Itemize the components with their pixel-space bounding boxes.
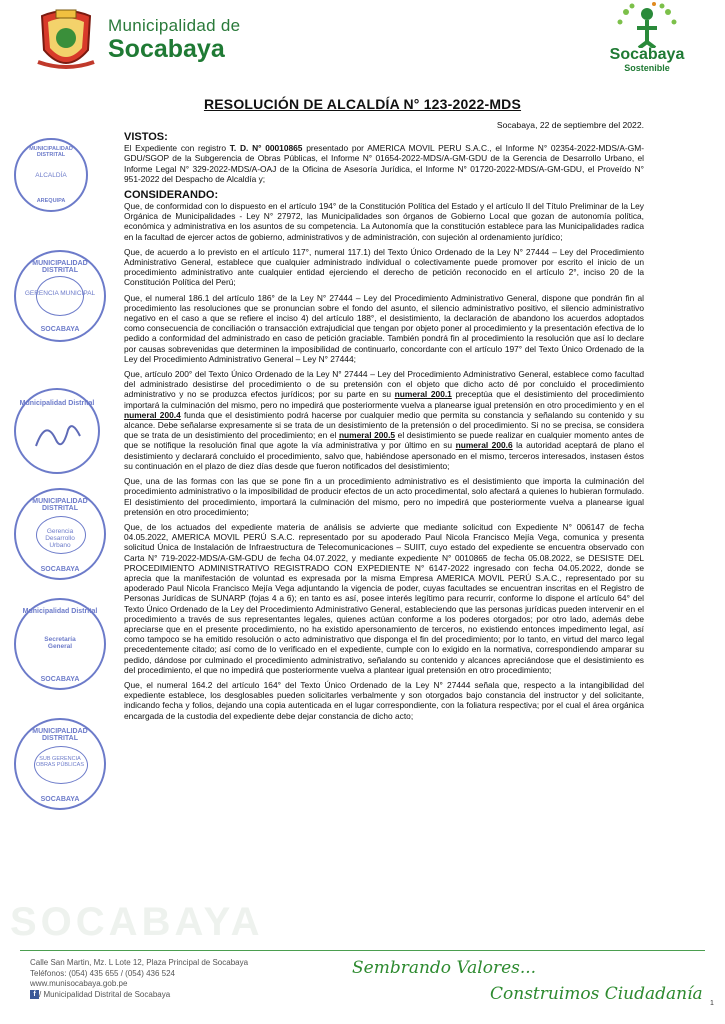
numeral-ref: numeral 200.5 [338, 430, 396, 441]
seal-gerencia-desarrollo [14, 488, 106, 580]
seal-subgerencia-obras [14, 718, 106, 810]
seal-gerencia-municipal [14, 250, 106, 342]
footer-slogan-1: Sembrando Valores... [352, 958, 537, 978]
tree-figure-icon [592, 2, 702, 48]
vistos-heading: VISTOS: [124, 131, 168, 144]
numeral-ref: numeral 200.1 [394, 389, 452, 400]
seal-text-bottom: SOCABAYA [40, 326, 80, 333]
considerando-paragraph-1: Que, de conformidad con lo dispuesto en el artículo 194° de la Constitución Política del Estado y el artículo II del Título Preliminar de la Ley Orgánica de Municipalidades - Ley N° 27972, las Municipalidades son órganos de Gobierno Local que gozan de autonomía política, económica y administrativa en los asuntos de su competencia. La Autonomía que la constitución establece para las Municipalidades radica en la facultad de ejercer actos de gobierno, administrativos y de administración, con sujeción al ordenamiento jurídico; [124, 201, 644, 242]
footer-web-link[interactable]: www.munisocabaya.gob.pe [30, 979, 128, 988]
considerando-paragraph-6: Que, de los actuados del expediente materia de análisis se advierte que mediante solicitud con Expediente N° 006147 de fecha 04.05.2022, AMERICA MOVIL PERÚ S.A.C. representado por su apoderado Paul Nicola Francisco Mejía Vega, comunica y presenta solicitud Única de Instalación de Infraestructura de Telecomunicaciones – SUIIT, cuyo estado del expediente se encuentra observado con Carta N° 719-2022-MDS/A-GM-GDU de fecha 04.07.2022, y mediante expediente N° 0010865 de fecha 05.08.2022, se DESISTE DEL PROCEDIMIENTO ADMINISTRATIVO REGISTRADO CON EXPEDIENTE N° 6147-2022 ingresado con fecha 04.05.2022, donde se aprecia que la manifestación de voluntad es expresada por la misma Empresa AMERICA MOVIL PERÚ S.A.C., representado por su apoderado Paul Nicola Francisco Mejía Vega adjuntando la vigencia de poder, cuyas facultades se encuentran inscritas en el Registro de Personas Jurídicas de SUNARP (fojas 4 a 6); en tanto es así, posee interés legítimo para recurrir, conforme lo dispone el artículo 64° del Texto Único Ordenado de la Ley del Procedimiento Administrativo General, estableciendo que las personas jurídicas pueden intervenir en el procedimiento a través de sus representantes legales, quienes actúan conforme a los poderes otorgados; por otro lado, además debe apreciarse que en el presente procedimiento, no ha existido apersonamiento de terceros, no existiendo entonces impedimento legal, así como tampoco se ha emitido resolución o acto administrativo que disponga el fin del procedimiento; por lo tanto, en virtud del marco legal precedentemente citado; así como de lo verificado en el expediente, cumple con lo exigido en la normativa, correspondiendo amparar su pedido, dándose por culminado el procedimiento administrativo, señalando su contenido y alcances apreciándose que el desistimiento es del procedimiento, el que no impedirá que posteriormente vuelva a plantear igual pretensión en otro procedimiento; [124, 521, 644, 675]
municipality-line2: Socabaya [108, 35, 225, 63]
seal-text-top: MUNICIPALIDAD DISTRITAL [29, 146, 73, 158]
signature-icon [28, 416, 88, 456]
considerando-heading: CONSIDERANDO: [124, 189, 219, 202]
seal-text-bottom: AREQUIPA [36, 198, 66, 204]
seal-municipalidad [14, 388, 100, 474]
text-run: la autoridad aceptará de plano el desistimiento y declarará concluido el procedimiento, salvo que, habiéndose apersonado en el mismo, terceros interesados, instasen éstos su continuación en el plazo de diez días desde que fueron notificados del desistimiento; [124, 440, 644, 471]
brand-line1: Socabaya [609, 46, 685, 63]
footer-contact [30, 958, 248, 1000]
seal-text-top: MUNICIPALIDAD DISTRITAL [32, 260, 88, 274]
seal-text-mid: SUB GERENCIA OBRAS PÚBLICAS [36, 756, 84, 768]
footer-slogan-2: Construimos Ciudadanía [490, 984, 703, 1004]
text-run: Que, artículo 200° del Texto Único Ordenado de la Ley N° 27444 – Ley del Procedimiento Administrativo General, establece como facultad del administrado desistirse del procedimiento o de su pretensión con el objeto que dicho acto dé por concluido el procedimiento administrativo y no se produzca efectos jurídicos; por su parte en su [124, 369, 644, 400]
text-run: el desistimiento se puede realizar en cualquier momento antes de que se notifique la resolución final que agote la vía administrativa y por último en su [124, 430, 644, 451]
considerando-paragraph-2: Que, de acuerdo a lo previsto en el artículo 117°, numeral 117.1) del Texto Único Ordenado de la Ley N° 27444 – Ley del Procedimiento Administrativo General, establece que cualquier administrado individual o colectivamente puede promover por escrito el inicio de un procedimiento administrativo ante cualquier entidad ejerciendo el derecho de petición reconocido en el artículo 2°, inciso 20 de la Constitución Política del Perú; [124, 246, 644, 288]
document-body [124, 116, 644, 726]
seal-text-mid: Secretaría General [44, 636, 76, 650]
seal-text-top: Municipalidad Distrital [22, 608, 98, 615]
municipal-crest-icon [34, 6, 98, 78]
seal-text-top: Municipalidad Distrital [19, 400, 95, 407]
text-run: presentado por AMERICA MOVIL PERU S.A.C., el Informe N° 02354-2022-MDS/A-GM-GDU/SGOP de la Subgerencia de Obras Públicas, el Informe N° 01654-2022-MDS/A-GM-GDU de la Gerencia de Desarrollo Urbano, el Informe Legal N° 329-2022-MDS/A-OAJ de la Oficina de Asesoría Jurídica, el Informe N° 01720-2022-MDS/A-GM-GDU, el Proveído N° 951-2022 del Despacho de Alcaldía y; [124, 143, 644, 184]
registro-number: T. D. N° 00010865 [229, 143, 303, 154]
seal-text-bottom: SOCABAYA [40, 566, 80, 573]
considerando-paragraph-4 [124, 369, 644, 471]
seal-text-bottom: SOCABAYA [40, 676, 80, 683]
footer-address: Calle San Martin, Mz. L Lote 12, Plaza Principal de Socabaya [30, 958, 249, 967]
vistos-paragraph [124, 143, 644, 184]
document-date: Socabaya, 22 de septiembre del 2022. [496, 120, 644, 130]
brand-line2: Sostenible [624, 63, 670, 73]
considerando-paragraph-5: Que, una de las formas con las que se pone fin a un procedimiento administrativo es el desistimiento que importa la culminación del procedimiento administrativo o la imposibilidad de producir efectos de un acto procedimental, solo afectará a quienes lo hubieran formulado. El desistimiento del procedimiento, importará la culminación del mismo, pero no impedirá que posteriormente vuelva a planearse igual pretensión en otro procedimiento; [124, 476, 645, 517]
facebook-icon: f [30, 990, 39, 999]
considerando-paragraph-3: Que, el numeral 186.1 del artículo 186° de la Ley N° 27444 – Ley del Procedimiento Administrativo General, dispone que pondrán fin al procedimiento las resoluciones que se pronuncian sobre el fondo del asunto, el silencio administrativo positivo, el silencio administrativo negativo en el caso a que se refiere el inciso 4) del artículo 188°, el desistimiento, la declaración de abandono los acuerdos adoptados como consecuencia de conciliación o transacción extrajudicial que tengan por objeto poner al procedimiento y la presentación efectiva de lo pedido a conformidad del administrado en caso de petición graciable. También pondrá fin al procedimiento la resolución que así lo declare por causas sobrevenidas que determinen la imposibilidad de continuarlo, concordante con el artículo 197° del Texto Único Ordenado de la Ley del Procedimiento Administrativo General – Ley N° 27444; [124, 292, 644, 364]
document-title: RESOLUCIÓN DE ALCALDÍA N° 123-2022-MDS [203, 96, 522, 112]
letterhead [0, 0, 725, 92]
sostenible-logo [592, 2, 702, 76]
page-number: 1 [710, 1000, 714, 1007]
municipality-name [108, 16, 240, 62]
footer-phones: Teléfonos: (054) 435 655 / (054) 436 524 [30, 968, 175, 978]
seal-secretaria-general [14, 598, 106, 690]
seal-text-top: MUNICIPALIDAD DISTRITAL [32, 728, 88, 742]
watermark: SOCABAYA [10, 900, 264, 944]
considerando-paragraph-7: Que, el numeral 164.2 del artículo 164° del Texto Único Ordenado de la Ley N° 27444 señala que, respecto a la intangibilidad del expediente establece, los desglosables pueden solicitarles verbalmente y son otorgados bajo constancia del instructor y del solicitante, indicando fecha y folios, dejando una copia autenticada en el lugar correspondiente, con la foliatura respectiva; por el cual el área orgánica encargada de la custodia del expediente debe dejar constancia de dicho acto; [124, 679, 644, 721]
seal-text-mid: Gerencia Desarrollo Urbano [45, 528, 75, 549]
seal-text-mid: GERENCIA MUNICIPAL [24, 290, 96, 297]
seal-text-top: MUNICIPALIDAD DISTRITAL [32, 498, 88, 512]
text-run: El Expediente con registro [124, 143, 230, 154]
footer-divider [20, 950, 705, 951]
seal-text-mid: ALCALDÍA [35, 172, 67, 179]
text-run: preceptúa que el desistimiento del procedimiento importará la culminación del mismo, pero no impedirá que posteriormente vuelva a planearse igual pretensión en otro procedimiento y en el [124, 389, 644, 410]
numeral-ref: numeral 200.4 [124, 409, 181, 420]
footer-social [30, 990, 248, 1001]
text-run: funda que el desistimiento podrá hacerse por cualquier medio que permita su constancia y señalando su contenido y su alcance. Debe señalarse expresamente si se trata de un desistimiento de la pretensión o del procedimiento. Si no se precisa, se considera que se trata de un desistimiento del procedimiento; en el [124, 409, 644, 441]
seal-text-bottom: SOCABAYA [40, 796, 80, 803]
numeral-ref: numeral 200.6 [455, 440, 513, 451]
seal-alcaldia [14, 138, 88, 212]
footer-social-text: / Municipalidad Distrital de Socabaya [39, 989, 171, 999]
municipality-line1: Municipalidad de [108, 16, 241, 35]
